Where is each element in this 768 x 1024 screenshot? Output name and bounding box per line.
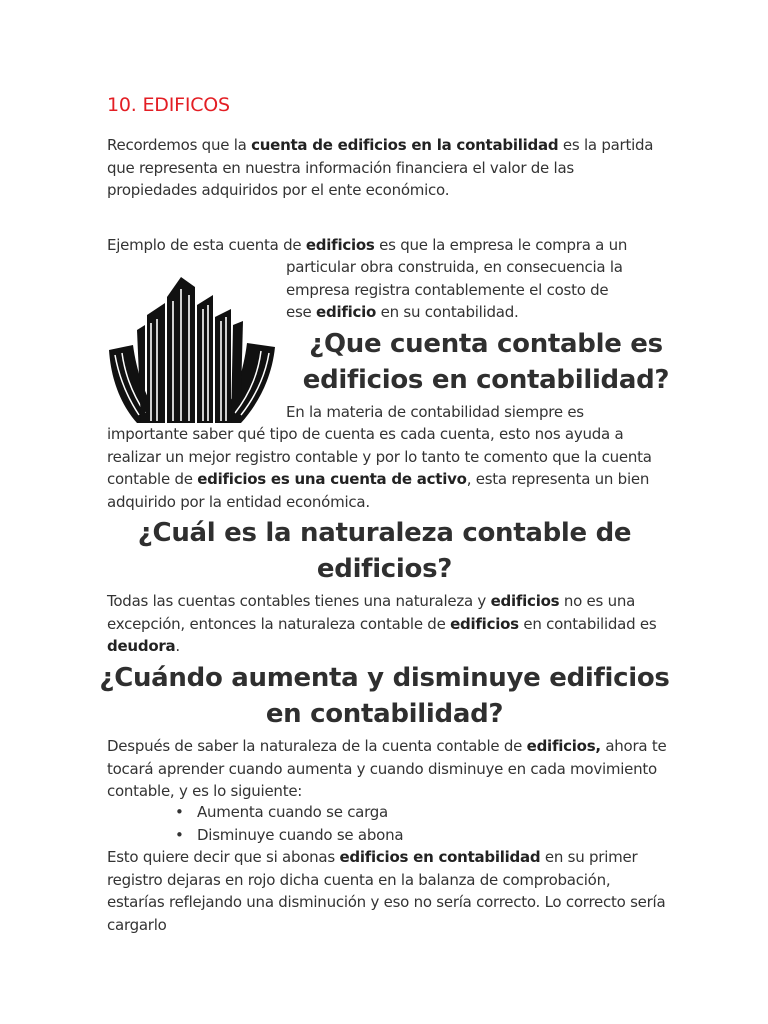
- aumenta-paragraph: [107, 735, 667, 803]
- heading-line: en contabilidad?: [265, 699, 504, 729]
- bold-span: edificios: [490, 592, 560, 610]
- heading-line: edificios?: [316, 554, 453, 584]
- list-item: [175, 801, 403, 824]
- bold-span: cuenta de edificios en la contabilidad: [251, 136, 559, 154]
- building-clipart-icon: [107, 275, 277, 425]
- text-span: Recordemos que la: [107, 136, 252, 154]
- list-item: [175, 824, 403, 847]
- text-span: empresa registra contablemente el costo de: [286, 280, 609, 299]
- list-item-label: Disminuye cuando se abona: [197, 825, 404, 844]
- text-span: en su primer registro dejaras en rojo dicha cuenta en la balanza de comprobación, estarías reflejando una disminución y eso no sería correcto. Lo correcto sería cargarlo: [107, 848, 666, 934]
- text-span: ahora te tocará aprender cuando aumenta y cuando disminuye en cada movimiento contable, y es lo siguiente:: [107, 737, 667, 800]
- bold-span: edificio: [316, 303, 377, 321]
- heading-naturaleza: [107, 515, 662, 587]
- intro-paragraph: [107, 134, 667, 202]
- heading-line: ¿Cuál es la naturaleza contable de: [137, 518, 632, 548]
- heading-cuando-aumenta: [97, 660, 672, 732]
- activo-paragraph: [107, 423, 667, 513]
- bold-span: edificios es una cuenta de activo: [197, 470, 467, 488]
- text-span: en su contabilidad.: [376, 303, 519, 321]
- page-title: 10. EDIFICOS: [107, 94, 230, 116]
- text-span: es la partida que representa en nuestra información financiera el valor de las propiedades adquiridos por el ente económico.: [107, 136, 654, 199]
- text-span: particular obra construida, en consecuencia la: [286, 258, 623, 276]
- bullet-icon: •: [175, 803, 184, 821]
- example-paragraph-continued: [286, 256, 666, 324]
- text-span: en contabilidad es: [518, 614, 657, 633]
- heading-line: ¿Cuándo aumenta y disminuye edificios: [99, 663, 670, 693]
- text-span: Esto quiere decir que si abonas: [107, 848, 340, 866]
- text-span: es que la empresa le compra a un: [374, 236, 628, 254]
- text-span: ese: [286, 303, 317, 321]
- bold-span: edificios,: [526, 737, 601, 755]
- activo-paragraph-first-line: En la materia de contabilidad siempre es: [286, 403, 584, 421]
- bold-span: edificios: [450, 614, 519, 633]
- heading-line: ¿Que cuenta contable es: [309, 329, 663, 359]
- heading-que-cuenta: [286, 326, 686, 398]
- bold-span: deudora: [107, 637, 176, 655]
- conclusion-paragraph: [107, 846, 667, 936]
- text-span: Después de saber la naturaleza de la cuenta contable de: [107, 737, 527, 755]
- bold-span: edificios: [305, 236, 375, 254]
- heading-line: edificios en contabilidad?: [302, 365, 670, 395]
- text-span: no es una excepción, entonces la naturaleza contable de: [107, 592, 636, 633]
- text-span: Todas las cuentas contables tienes una naturaleza y: [107, 592, 491, 610]
- list-item-label: Aumenta cuando se carga: [197, 803, 388, 821]
- naturaleza-paragraph: [107, 590, 667, 658]
- text-span: , esta representa un bien adquirido por la entidad económica.: [107, 470, 650, 511]
- bullet-icon: •: [175, 825, 184, 844]
- text-span: Ejemplo de esta cuenta de: [107, 236, 306, 254]
- example-paragraph: [107, 234, 667, 257]
- text-span: importante saber qué tipo de cuenta es cada cuenta, esto nos ayuda a realizar un mejor registro contable y por lo tanto te comento que la cuenta contable de: [107, 425, 652, 488]
- bold-span: edificios en contabilidad: [339, 848, 541, 866]
- movement-list: [175, 801, 403, 846]
- text-span: .: [175, 637, 180, 655]
